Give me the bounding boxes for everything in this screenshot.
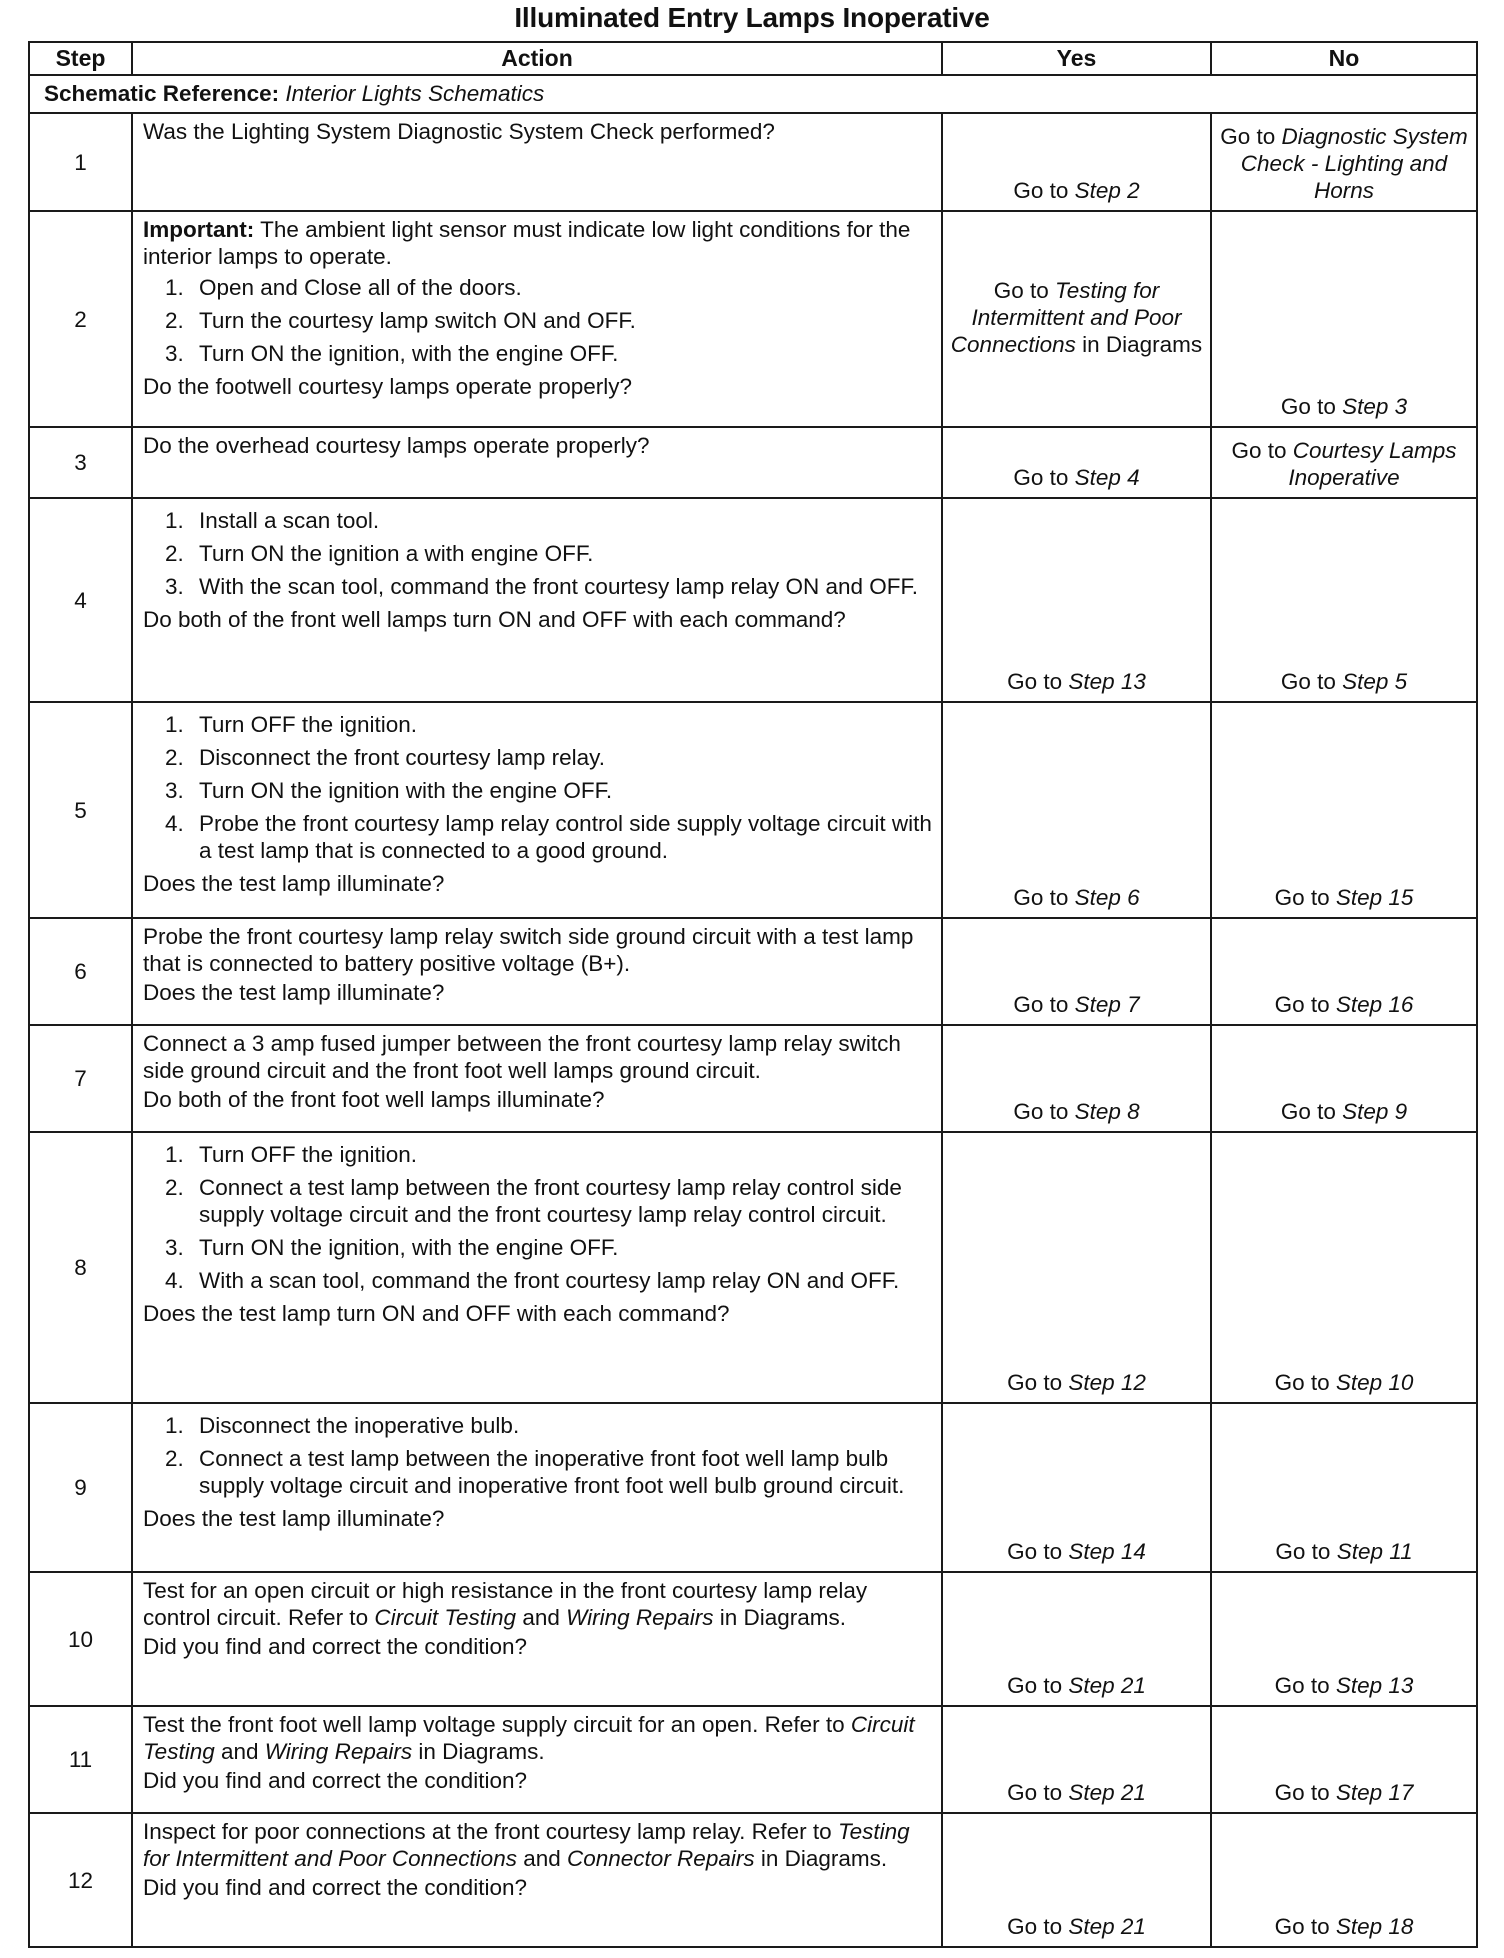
action-question: Does the test lamp illuminate? bbox=[143, 1506, 445, 1531]
text-run: Go to bbox=[1280, 1099, 1343, 1124]
table-row bbox=[29, 498, 1477, 702]
step-number: 2 bbox=[29, 211, 132, 427]
procedure-item-text: Install a scan tool. bbox=[199, 508, 380, 533]
table-row bbox=[29, 1403, 1477, 1572]
reference-link[interactable]: Circuit Testing bbox=[374, 1605, 517, 1630]
schematic-reference bbox=[29, 75, 1477, 113]
reference-link[interactable]: Step 2 bbox=[1074, 178, 1140, 203]
reference-link[interactable]: Step 21 bbox=[1068, 1914, 1146, 1939]
action-intro bbox=[143, 1577, 933, 1631]
action-cell bbox=[132, 1132, 942, 1403]
no-result bbox=[1211, 427, 1477, 498]
step-number: 7 bbox=[29, 1025, 132, 1132]
action-cell bbox=[132, 918, 942, 1025]
yes-result bbox=[942, 498, 1211, 702]
table-row bbox=[29, 427, 1477, 498]
procedure-item-number: 1. bbox=[165, 275, 184, 300]
procedure-item-number: 1. bbox=[165, 1142, 184, 1167]
text-run: Go to bbox=[1007, 1370, 1069, 1395]
text-run: Go to bbox=[1275, 1539, 1337, 1564]
no-result bbox=[1211, 211, 1477, 427]
table-row bbox=[29, 1132, 1477, 1403]
reference-link[interactable]: Connector Repairs bbox=[567, 1846, 755, 1871]
procedure-item-text: Turn the courtesy lamp switch ON and OFF. bbox=[199, 308, 636, 333]
action-question: Did you find and correct the condition? bbox=[143, 1875, 527, 1900]
action-intro bbox=[143, 432, 933, 459]
reference-link[interactable]: Step 6 bbox=[1074, 885, 1140, 910]
procedure-item-number: 4. bbox=[165, 811, 184, 836]
text-run: Go to bbox=[1007, 1780, 1069, 1805]
action-question: Do both of the front well lamps turn ON and OFF with each command? bbox=[143, 607, 846, 632]
step-number: 8 bbox=[29, 1132, 132, 1403]
text-run: Go to bbox=[1274, 1914, 1336, 1939]
text-run: in Diagrams. bbox=[713, 1605, 846, 1630]
reference-link[interactable]: Step 14 bbox=[1068, 1539, 1146, 1564]
reference-link[interactable]: Courtesy Lamps Inoperative bbox=[1288, 438, 1457, 490]
text-run: Go to bbox=[1013, 178, 1075, 203]
procedure-item-text: Turn OFF the ignition. bbox=[199, 712, 418, 737]
action-cell bbox=[132, 1706, 942, 1813]
reference-link[interactable]: Step 13 bbox=[1335, 1673, 1414, 1698]
action-intro-text: The ambient light sensor must indicate low light conditions for the interior lamps to operate. bbox=[143, 217, 911, 269]
procedure-item bbox=[143, 1174, 933, 1228]
no-result bbox=[1211, 1132, 1477, 1403]
reference-link[interactable]: Step 16 bbox=[1335, 992, 1414, 1017]
procedure-item-text: With the scan tool, command the front courtesy lamp relay ON and OFF. bbox=[199, 574, 919, 599]
procedure-item-number: 2. bbox=[165, 1175, 184, 1200]
reference-link[interactable]: Step 17 bbox=[1335, 1780, 1414, 1805]
action-cell bbox=[132, 498, 942, 702]
action-cell bbox=[132, 1813, 942, 1947]
action-question: Did you find and correct the condition? bbox=[143, 1768, 527, 1793]
procedure-item bbox=[143, 274, 933, 301]
reference-link[interactable]: Step 5 bbox=[1342, 669, 1408, 694]
yes-result bbox=[942, 918, 1211, 1025]
reference-link[interactable]: Testing for Intermittent and Poor Connections bbox=[950, 277, 1182, 357]
procedure-item bbox=[143, 744, 933, 771]
text-run: in Diagrams bbox=[1075, 331, 1203, 357]
action-cell bbox=[132, 1572, 942, 1706]
step-number: 4 bbox=[29, 498, 132, 702]
text-run: Go to bbox=[1274, 1673, 1336, 1698]
table-row bbox=[29, 1025, 1477, 1132]
header-row bbox=[29, 42, 1477, 75]
text-run: Test the front foot well lamp voltage supply circuit for an open. Refer to bbox=[143, 1712, 851, 1737]
table-row bbox=[29, 702, 1477, 918]
table-row bbox=[29, 1572, 1477, 1706]
no-result bbox=[1211, 918, 1477, 1025]
reference-link[interactable]: Step 9 bbox=[1342, 1099, 1408, 1124]
step-number: 3 bbox=[29, 427, 132, 498]
procedure-item-number: 1. bbox=[165, 712, 184, 737]
text-run: Go to bbox=[1274, 992, 1336, 1017]
reference-link[interactable]: Step 8 bbox=[1074, 1099, 1140, 1124]
procedure-item bbox=[143, 1267, 933, 1294]
action-question: Do the footwell courtesy lamps operate properly? bbox=[143, 374, 633, 399]
text-run: Go to bbox=[1013, 992, 1075, 1017]
action-question: Does the test lamp illuminate? bbox=[143, 871, 445, 896]
step-number: 5 bbox=[29, 702, 132, 918]
action-question: Does the test lamp illuminate? bbox=[143, 980, 445, 1005]
reference-link[interactable]: Testing for Intermittent and Poor Connections bbox=[143, 1819, 910, 1871]
procedure-item-text: Turn OFF the ignition. bbox=[199, 1142, 418, 1167]
procedure-item bbox=[143, 1141, 933, 1168]
procedure-item-text: Turn ON the ignition with the engine OFF. bbox=[199, 778, 613, 803]
schematic-reference-row bbox=[29, 75, 1477, 113]
text-run: Go to bbox=[1280, 394, 1343, 419]
text-run: Go to bbox=[1274, 1780, 1336, 1805]
reference-link[interactable]: Step 12 bbox=[1068, 1370, 1146, 1395]
reference-link[interactable]: Wiring Repairs bbox=[264, 1739, 413, 1764]
procedure-item bbox=[143, 1412, 933, 1439]
schematic-reference-label: Schematic Reference: bbox=[44, 81, 280, 106]
text-run: Test for an open circuit or high resistance in the front courtesy lamp relay control circuit. Refer to bbox=[143, 1578, 868, 1630]
action-intro-text: Do the overhead courtesy lamps operate properly? bbox=[143, 433, 650, 458]
table-row bbox=[29, 918, 1477, 1025]
action-header: Action bbox=[132, 42, 942, 75]
reference-link[interactable]: Circuit Testing bbox=[143, 1712, 915, 1764]
text-run: Go to bbox=[1007, 1539, 1069, 1564]
table-row bbox=[29, 1706, 1477, 1813]
yes-result bbox=[942, 427, 1211, 498]
action-intro bbox=[143, 1030, 933, 1084]
no-header: No bbox=[1211, 42, 1477, 75]
yes-header: Yes bbox=[942, 42, 1211, 75]
procedure-item-number: 2. bbox=[165, 541, 184, 566]
reference-link[interactable]: Wiring Repairs bbox=[566, 1605, 714, 1630]
text-run: Go to bbox=[1007, 1914, 1069, 1939]
procedure-item-text: Turn ON the ignition a with engine OFF. bbox=[199, 541, 594, 566]
procedure-item bbox=[143, 507, 933, 534]
table-row bbox=[29, 211, 1477, 427]
procedure-item-number: 3. bbox=[165, 778, 184, 803]
reference-link[interactable]: Step 7 bbox=[1074, 992, 1140, 1017]
procedure-item-text: Turn ON the ignition, with the engine OFF. bbox=[199, 1235, 619, 1260]
action-intro-text: Connect a 3 amp fused jumper between the front courtesy lamp relay switch side ground circuit and the front foot well lamps ground circuit. bbox=[143, 1031, 901, 1083]
procedure-item-text: Disconnect the inoperative bulb. bbox=[199, 1413, 520, 1438]
action-cell bbox=[132, 113, 942, 211]
yes-result bbox=[942, 1403, 1211, 1572]
schematic-reference-link[interactable]: Interior Lights Schematics bbox=[285, 81, 545, 106]
action-question: Do both of the front foot well lamps illuminate? bbox=[143, 1087, 605, 1112]
text-run: and bbox=[214, 1739, 265, 1764]
procedure-item-number: 2. bbox=[165, 308, 184, 333]
no-result bbox=[1211, 1403, 1477, 1572]
procedure-item-number: 2. bbox=[165, 745, 184, 770]
diagnostic-table bbox=[28, 41, 1478, 1948]
procedure-item-number: 1. bbox=[165, 508, 184, 533]
no-result bbox=[1211, 1706, 1477, 1813]
no-result bbox=[1211, 1025, 1477, 1132]
procedure-list bbox=[143, 507, 933, 600]
step-number: 12 bbox=[29, 1813, 132, 1947]
action-cell bbox=[132, 1403, 942, 1572]
yes-result bbox=[942, 113, 1211, 211]
text-run: Go to bbox=[993, 277, 1056, 303]
procedure-item-text: Connect a test lamp between the inoperative front foot well lamp bulb supply voltage circuit and inoperative front foot well bulb ground circuit. bbox=[199, 1446, 905, 1498]
page-title: Illuminated Entry Lamps Inoperative bbox=[514, 2, 990, 33]
procedure-item-text: Connect a test lamp between the front courtesy lamp relay control side supply voltage circuit and the front courtesy lamp relay control circuit. bbox=[199, 1175, 902, 1227]
procedure-item-number: 4. bbox=[165, 1268, 184, 1293]
reference-link[interactable]: Step 11 bbox=[1336, 1539, 1413, 1564]
step-header: Step bbox=[29, 42, 132, 75]
step-number: 1 bbox=[29, 113, 132, 211]
text-run: Inspect for poor connections at the front courtesy lamp relay. Refer to bbox=[143, 1819, 838, 1844]
reference-link[interactable]: Step 18 bbox=[1335, 1914, 1414, 1939]
text-run: and bbox=[516, 1846, 567, 1871]
yes-result bbox=[942, 1706, 1211, 1813]
yes-result bbox=[942, 1572, 1211, 1706]
procedure-item bbox=[143, 810, 933, 864]
no-result bbox=[1211, 113, 1477, 211]
no-result bbox=[1211, 498, 1477, 702]
action-cell bbox=[132, 1025, 942, 1132]
text-run: Go to bbox=[1007, 1673, 1069, 1698]
procedure-item bbox=[143, 1445, 933, 1499]
reference-link[interactable]: Step 10 bbox=[1335, 1370, 1414, 1395]
procedure-item-number: 3. bbox=[165, 341, 184, 366]
action-cell bbox=[132, 427, 942, 498]
text-run: Go to bbox=[1013, 1099, 1075, 1124]
procedure-item bbox=[143, 307, 933, 334]
action-question: Did you find and correct the condition? bbox=[143, 1634, 527, 1659]
reference-link[interactable]: Step 15 bbox=[1335, 885, 1414, 910]
procedure-item bbox=[143, 777, 933, 804]
reference-link[interactable]: Step 13 bbox=[1068, 669, 1146, 694]
reference-link[interactable]: Diagnostic System Check - Lighting and Horns bbox=[1240, 124, 1468, 203]
procedure-item-text: Turn ON the ignition, with the engine OFF. bbox=[199, 341, 619, 366]
important-label: Important: bbox=[143, 217, 255, 242]
reference-link[interactable]: Step 4 bbox=[1074, 465, 1140, 490]
action-intro bbox=[143, 1711, 933, 1765]
reference-link[interactable]: Step 21 bbox=[1068, 1780, 1146, 1805]
procedure-item bbox=[143, 1234, 933, 1261]
table-row bbox=[29, 113, 1477, 211]
procedure-list bbox=[143, 274, 933, 367]
action-question: Does the test lamp turn ON and OFF with each command? bbox=[143, 1301, 730, 1326]
procedure-item-number: 1. bbox=[165, 1413, 184, 1438]
table-row bbox=[29, 1813, 1477, 1947]
text-run: Go to bbox=[1013, 465, 1075, 490]
procedure-item bbox=[143, 711, 933, 738]
text-run: Go to bbox=[1220, 124, 1282, 149]
reference-link[interactable]: Step 21 bbox=[1068, 1673, 1146, 1698]
procedure-item-number: 3. bbox=[165, 574, 184, 599]
yes-result bbox=[942, 1813, 1211, 1947]
yes-result bbox=[942, 1132, 1211, 1403]
text-run: Go to bbox=[1231, 438, 1293, 463]
action-intro bbox=[143, 1818, 933, 1872]
procedure-item-number: 2. bbox=[165, 1446, 184, 1471]
action-intro bbox=[143, 216, 933, 270]
procedure-item bbox=[143, 340, 933, 367]
procedure-list bbox=[143, 711, 933, 864]
no-result bbox=[1211, 1813, 1477, 1947]
action-intro-text: Was the Lighting System Diagnostic System Check performed? bbox=[143, 119, 775, 144]
action-cell bbox=[132, 211, 942, 427]
text-run: Go to bbox=[1274, 885, 1336, 910]
text-run: in Diagrams. bbox=[412, 1739, 545, 1764]
yes-result bbox=[942, 211, 1211, 427]
text-run: in Diagrams. bbox=[754, 1846, 888, 1871]
procedure-list bbox=[143, 1141, 933, 1294]
yes-result bbox=[942, 1025, 1211, 1132]
yes-result bbox=[942, 702, 1211, 918]
text-run: Go to bbox=[1013, 885, 1075, 910]
step-number: 11 bbox=[29, 1706, 132, 1813]
action-cell bbox=[132, 702, 942, 918]
procedure-item-text: With a scan tool, command the front courtesy lamp relay ON and OFF. bbox=[199, 1268, 900, 1293]
no-result bbox=[1211, 1572, 1477, 1706]
step-number: 10 bbox=[29, 1572, 132, 1706]
text-run: Go to bbox=[1280, 669, 1343, 694]
procedure-list bbox=[143, 1412, 933, 1499]
step-number: 6 bbox=[29, 918, 132, 1025]
action-intro bbox=[143, 118, 933, 145]
text-run: Go to bbox=[1274, 1370, 1336, 1395]
procedure-item-text: Open and Close all of the doors. bbox=[199, 275, 522, 300]
procedure-item bbox=[143, 540, 933, 567]
procedure-item bbox=[143, 573, 933, 600]
step-number: 9 bbox=[29, 1403, 132, 1572]
reference-link[interactable]: Step 3 bbox=[1342, 394, 1408, 419]
action-intro-text: Probe the front courtesy lamp relay switch side ground circuit with a test lamp that is connected to battery positive voltage (B+). bbox=[143, 924, 914, 976]
procedure-item-text: Probe the front courtesy lamp relay control side supply voltage circuit with a test lamp that is connected to a good ground. bbox=[199, 811, 932, 863]
procedure-item-text: Disconnect the front courtesy lamp relay. bbox=[199, 745, 606, 770]
action-intro bbox=[143, 923, 933, 977]
text-run: Go to bbox=[1007, 669, 1069, 694]
procedure-item-number: 3. bbox=[165, 1235, 184, 1260]
no-result bbox=[1211, 702, 1477, 918]
text-run: and bbox=[516, 1605, 567, 1630]
